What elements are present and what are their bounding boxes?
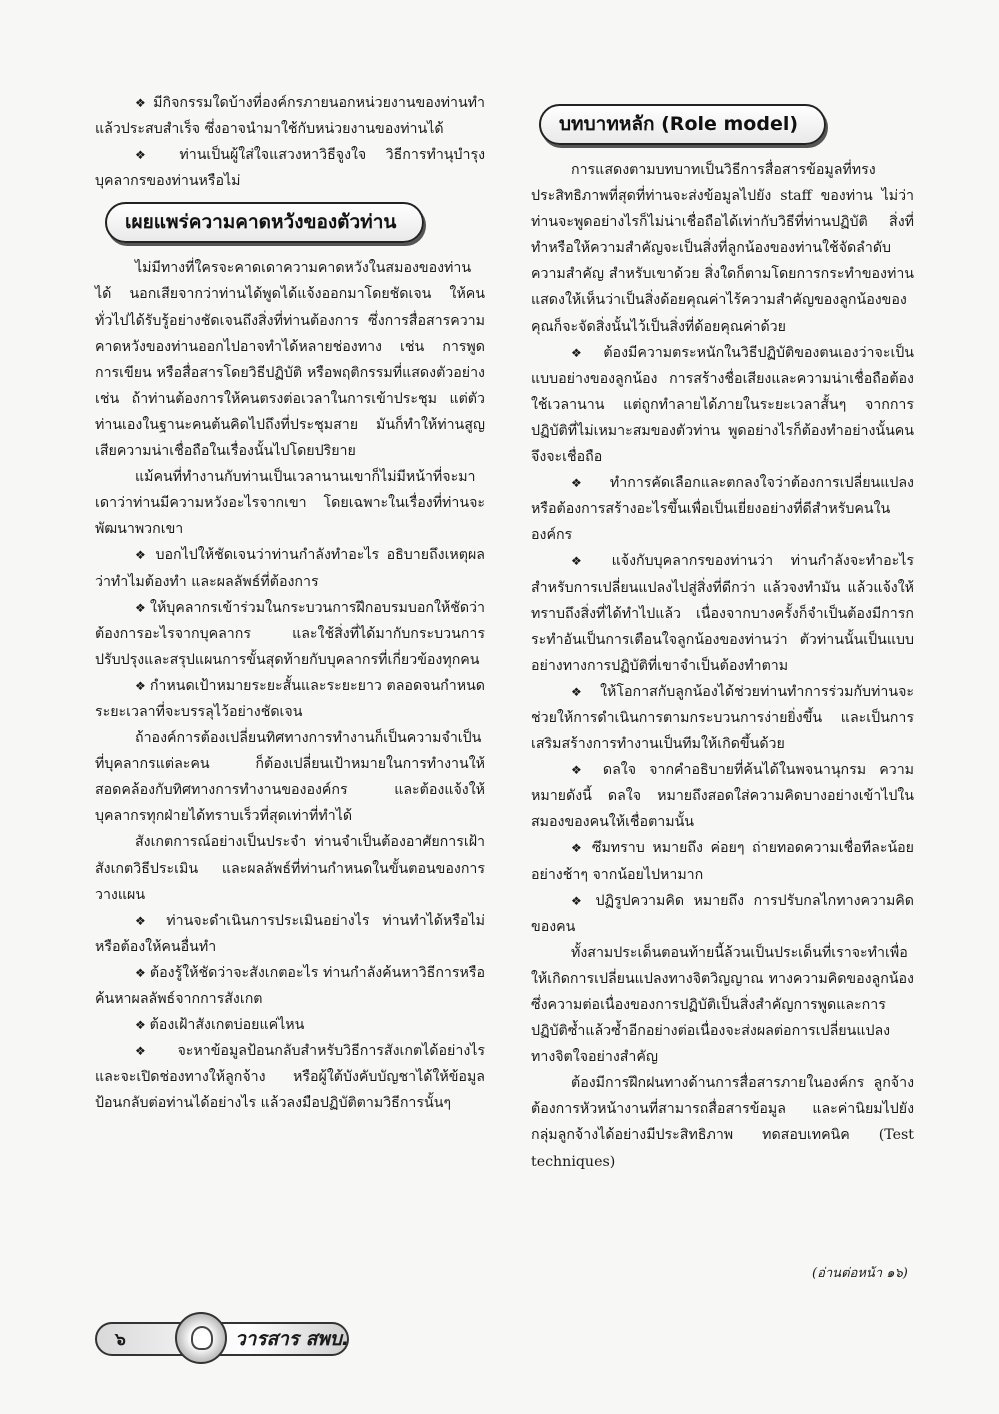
- bullet-paragraph: ❖ มีกิจกรรมใดบ้างที่องค์กรภายนอกหน่วยงานของท่านทำแล้วประสบสำเร็จ ซึ่งอาจนำมาใช้กับหน่วยงานของท่านได้: [95, 90, 485, 142]
- bullet-paragraph: ❖ ให้บุคลากรเข้าร่วมในกระบวนการฝึกอบรมบอกให้ชัดว่าต้องการอะไรจากบุคลากร และใช้สิ่งที่ได้มากับกระบวนการปรับปรุงและสรุปแผนการขั้นสุดท้ายกับบุคลากรที่เกี่ยวข้องทุกคน: [95, 595, 485, 673]
- seal-logo-icon: [175, 1312, 227, 1364]
- bullet-paragraph: ❖ ทำการคัดเลือกและตกลงใจว่าต้องการเปลี่ยนแปลง หรือต้องการสร้างอะไรขึ้นเพื่อเป็นเยี่ยงอย่างที่ดีสำหรับคนในองค์กร: [531, 470, 914, 548]
- continued-note: (อ่านต่อหน้า ๑๖): [812, 1266, 908, 1281]
- right-column: [531, 90, 914, 1175]
- journal-name: วารสาร สพบ.: [235, 1328, 350, 1350]
- body-paragraph: การแสดงตามบทบาทเป็นวิธีการสื่อสารข้อมูลที่ทรงประสิทธิภาพที่สุดที่ท่านจะส่งข้อมูลไปยัง staff ของท่าน ไม่ว่าท่านจะพูดอย่างไรก็ไม่น่าเชื่อถือได้เท่ากับวิธีที่ท่านปฏิบัติ สิ่งที่ทำหรือให้ความสำคัญจะเป็นสิ่งที่ลูกน้องของท่านใช้จัดลำดับความสำคัญ สำหรับเขาด้วย สิ่งใดก็ตามโดยการกระทำของท่านแสดงให้เห็นว่าเป็นสิ่งด้อยคุณค่าไร้ความสำคัญของลูกน้องของคุณก็จะจัดสิ่งนั้นไว้เป็นสิ่งที่ด้อยคุณค่าด้วย: [531, 162, 914, 335]
- bullet-paragraph: ❖ แจ้งกับบุคลากรของท่านว่า ท่านกำลังจะทำอะไร สำหรับการเปลี่ยนแปลงไปสู่สิ่งที่ดีกว่า แล้วจงทำมัน แล้วแจ้งให้ทราบถึงสิ่งที่ได้ทำไปแล้ว เนื่องจากบางครั้งก็จำเป็นต้องมีการกระทำอันเป็นการเตือนใจลูกน้องของท่านว่า ตัวท่านนั้นเป็นแบบอย่างทางการปฏิบัติที่เขาจำเป็นต้องทำตาม: [531, 548, 914, 678]
- bullet-paragraph: ❖ ให้โอกาสกับลูกน้องได้ช่วยท่านทำการร่วมกับท่านจะช่วยให้การดำเนินการตามกระบวนการง่ายยิ่งขึ้น และเป็นการเสริมสร้างการทำงานเป็นทีมให้เกิดขึ้นด้วย: [531, 679, 914, 757]
- bullet-paragraph: ❖ ซึมทราบ หมายถึง ค่อยๆ ถ่ายทอดความเชื่อทีละน้อย อย่างช้าๆ จากน้อยไปหามาก: [531, 835, 914, 887]
- bullet-paragraph: ❖ ต้องมีความตระหนักในวิธีปฏิบัติของตนเองว่าจะเป็นแบบอย่างของลูกน้อง การสร้างชื่อเสียงและความน่าเชื่อถือต้องใช้เวลานาน แต่ถูกทำลายได้ภายในระยะเวลาสั้นๆ จากการปฏิบัติที่ไม่เหมาะสมของตัวท่าน พูดอย่างไรก็ต้องทำอย่างนั้นคนจึงจะเชื่อถือ: [531, 340, 914, 470]
- bullet-paragraph: ❖ กำหนดเป้าหมายระยะสั้นและระยะยาว ตลอดจนกำหนดระยะเวลาที่จะบรรลุไว้อย่างชัดเจน: [95, 673, 485, 725]
- body-paragraph: ทั้งสามประเด็นตอนท้ายนี้ล้วนเป็นประเด็นที่เราจะทำเพื่อให้เกิดการเปลี่ยนแปลงทางจิตวิญญาณ ทางความคิดของลูกน้อง ซึ่งความต่อเนื่องของการปฏิบัติเป็นสิ่งสำคัญการพูดและการปฏิบัติซ้ำแล้วซ้ำอีกอย่างต่อเนื่องจะส่งผลต่อการเปลี่ยนแปลงทางจิตใจอย่างสำคัญ: [531, 944, 914, 1066]
- bullet-paragraph: ❖ ต้องเฝ้าสังเกตบ่อยแค่ไหน: [95, 1012, 485, 1038]
- body-paragraph: แม้คนที่ทำงานกับท่านเป็นเวลานานเขาก็ไม่มีหน้าที่จะมาเดาว่าท่านมีความหวังอะไรจากเขา โดยเฉพาะในเรื่องที่ท่านจะพัฒนาพวกเขา: [95, 469, 485, 538]
- body-paragraph: ถ้าองค์การต้องเปลี่ยนทิศทางการทำงานก็เป็นความจำเป็นที่บุคลากรแต่ละคน ก็ต้องเปลี่ยนเป้าหมายในการทำงานให้สอดคล้องกับทิศทางการทำงานขององค์กร และต้องแจ้งให้บุคลากรทุกฝ่ายได้ทราบเร็วที่สุดเท่าที่ทำได้: [95, 730, 485, 825]
- bullet-paragraph: ❖ ดลใจ จากคำอธิบายที่ค้นได้ในพจนานุกรม ความหมายดังนี้ ดลใจ หมายถึงสอดใส่ความคิดบางอย่างเข้าไปในสมองของคนให้เชื่อตามนั้น: [531, 757, 914, 835]
- left-column: [95, 90, 485, 1116]
- section-heading-role-model: บทบาทหลัก (Role model): [539, 104, 826, 145]
- page-number: ๖: [115, 1330, 126, 1350]
- bullet-paragraph: ❖ จะหาข้อมูลป้อนกลับสำหรับวิธีการสังเกตได้อย่างไร และจะเปิดช่องทางให้ลูกจ้าง หรือผู้ใต้บังคับบัญชาได้ให้ข้อมูลป้อนกลับต่อท่านได้อย่างไร แล้วลงมือปฏิบัติตามวิธีการนั้นๆ: [95, 1038, 485, 1116]
- bullet-paragraph: ❖ ต้องรู้ให้ชัดว่าจะสังเกตอะไร ท่านกำลังค้นหาวิธีการหรือค้นหาผลลัพธ์จากการสังเกต: [95, 960, 485, 1012]
- page-footer: [95, 1318, 355, 1358]
- bullet-paragraph: ❖ ท่านจะดำเนินการประเมินอย่างไร ท่านทำได้หรือไม่หรือต้องให้คนอื่นทำ: [95, 908, 485, 960]
- bullet-paragraph: ❖ ปฏิรูปความคิด หมายถึง การปรับกลไกทางความคิดของคน: [531, 888, 914, 940]
- body-paragraph: ไม่มีทางที่ใครจะคาดเดาความคาดหวังในสมองของท่านได้ นอกเสียจากว่าท่านได้พูดได้แจ้งออกมาโดยชัดเจน ให้คนทั่วไปได้รับรู้อย่างชัดเจนถึงสิ่งที่ท่านต้องการ ซึ่งการสื่อสารความคาดหวังของท่านออกไปอาจทำได้หลายช่องทาง เช่น การพูด การเขียน หรือสื่อสารโดยวิธีปฏิบัติ หรือพฤติกรรมที่แสดงตัวอย่างเช่น ถ้าท่านต้องการให้คนตรงต่อเวลาในการเข้าประชุม แต่ตัวท่านเองในฐานะคนต้นคิดไปถึงที่ประชุมสาย มันก็ทำให้ท่านสูญเสียความน่าเชื่อถือในเรื่องนั้นไปโดยปริยาย: [95, 260, 485, 460]
- section-heading-expectations: เผยแพร่ความคาดหวังของตัวท่าน: [105, 202, 424, 243]
- bullet-paragraph: ❖ บอกไปให้ชัดเจนว่าท่านกำลังทำอะไร อธิบายถึงเหตุผลว่าทำไมต้องทำ และผลลัพธ์ที่ต้องการ: [95, 542, 485, 594]
- body-paragraph: สังเกตการณ์อย่างเป็นประจำ ท่านจำเป็นต้องอาศัยการเฝ้าสังเกตวิธีประเมิน และผลลัพธ์ที่ท่านกำหนดในขั้นตอนของการวางแผน: [95, 834, 485, 903]
- bullet-paragraph: ❖ ท่านเป็นผู้ใส่ใจแสวงหาวิธีจูงใจ วิธีการทำนุบำรุงบุคลากรของท่านหรือไม่: [95, 142, 485, 194]
- body-paragraph: ต้องมีการฝึกฝนทางด้านการสื่อสารภายในองค์กร ลูกจ้างต้องการหัวหน้างานที่สามารถสื่อสารข้อมูล และค่านิยมไปยังกลุ่มลูกจ้างได้อย่างมีประสิทธิภาพ ทดสอบเทคนิค (Test techniques): [531, 1075, 914, 1170]
